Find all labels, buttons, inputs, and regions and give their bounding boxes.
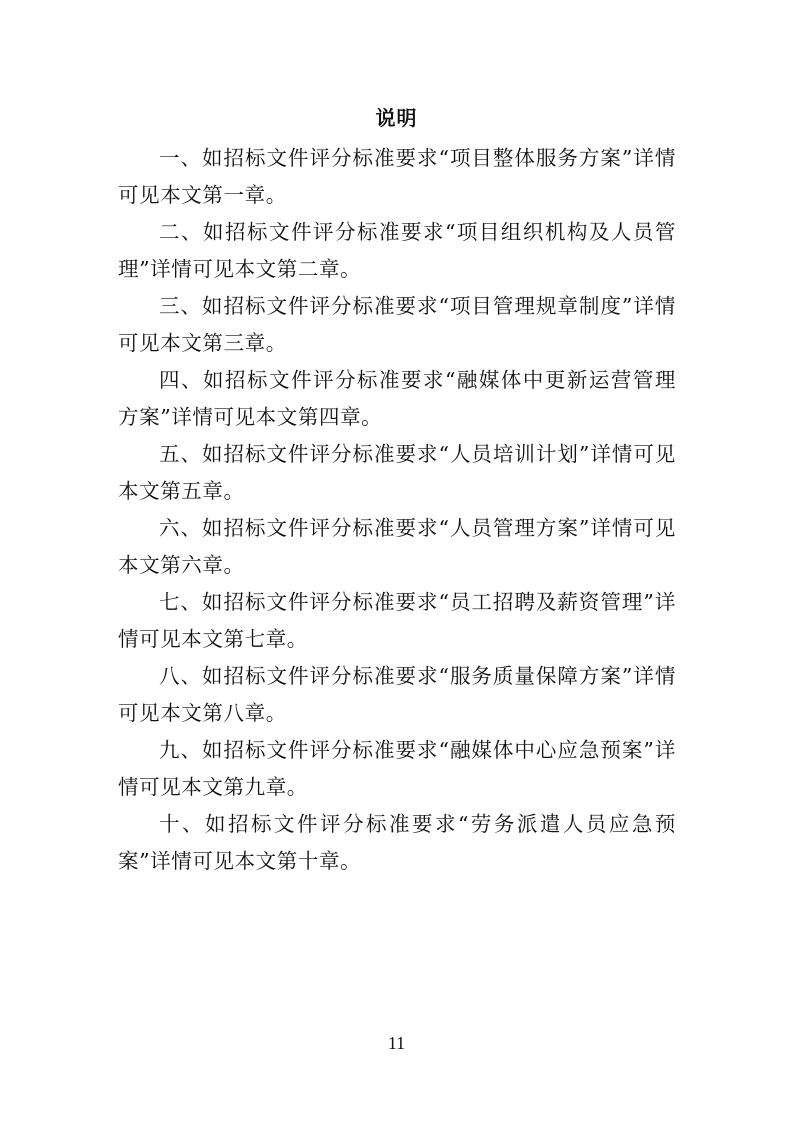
explanation-item-4: 四、如招标文件评分标准要求“融媒体中更新运营管理方案”详情可见本文第四章。 xyxy=(118,368,676,429)
explanation-item-1: 一、如招标文件评分标准要求“项目整体服务方案”详情可见本文第一章。 xyxy=(118,146,676,207)
explanation-item-7: 七、如招标文件评分标准要求“员工招聘及薪资管理”详情可见本文第七章。 xyxy=(118,590,676,651)
explanation-item-2: 二、如招标文件评分标准要求“项目组织机构及人员管理”详情可见本文第二章。 xyxy=(118,220,676,281)
page-title: 说明 xyxy=(375,106,418,130)
explanation-item-8: 八、如招标文件评分标准要求“服务质量保障方案”详情可见本文第八章。 xyxy=(118,664,676,725)
explanation-item-3: 三、如招标文件评分标准要求“项目管理规章制度”详情可见本文第三章。 xyxy=(118,294,676,355)
explanation-list xyxy=(118,140,676,880)
page-number: 11 xyxy=(387,1033,406,1053)
explanation-item-9: 九、如招标文件评分标准要求“融媒体中心应急预案”详情可见本文第九章。 xyxy=(118,738,676,799)
explanation-item-10: 十、如招标文件评分标准要求“劳务派遣人员应急预案”详情可见本文第十章。 xyxy=(118,812,676,873)
explanation-item-6: 六、如招标文件评分标准要求“人员管理方案”详情可见本文第六章。 xyxy=(118,516,676,577)
explanation-item-5: 五、如招标文件评分标准要求“人员培训计划”详情可见本文第五章。 xyxy=(118,442,676,503)
